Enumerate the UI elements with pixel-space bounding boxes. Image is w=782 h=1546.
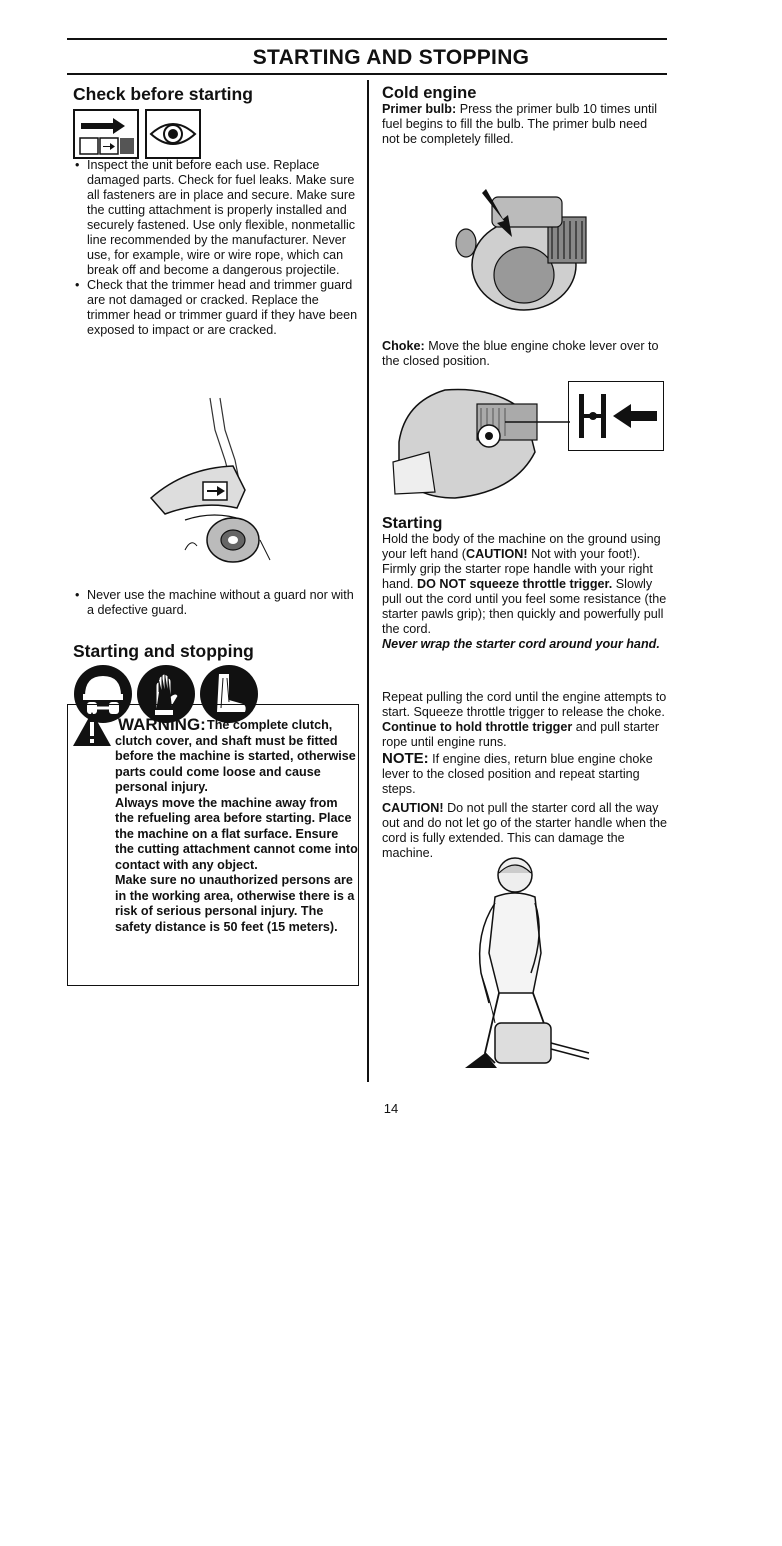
- note-label: NOTE:: [382, 750, 429, 767]
- eye-protection-icon: [145, 109, 201, 159]
- warning-box: [67, 704, 359, 986]
- warning-paragraph: Always move the machine away from the refueling area before starting. Place the machine on a flat surface. Ensure the cutting attachment cannot come into contact with any object.: [115, 795, 358, 872]
- continue-hold: Continue to hold throttle trigger: [382, 720, 573, 734]
- choke-paragraph: [382, 339, 667, 369]
- trimmer-guard-illustration: [145, 390, 275, 582]
- warning-label: WARNING:: [118, 715, 206, 734]
- choke-text: Move the blue engine choke lever over to the closed position.: [382, 339, 659, 368]
- operator-starting-illustration: [455, 853, 590, 1078]
- top-rule: [67, 38, 667, 40]
- repeat-text: Repeat pulling the cord until the engine attempts to start. Squeeze throttle trigger to release the choke.: [382, 690, 667, 719]
- never-wrap-warning: Never wrap the starter cord around your hand.: [382, 637, 660, 651]
- choke-lever-illustration: [385, 382, 570, 502]
- primer-label: Primer bulb:: [382, 102, 457, 116]
- starting-text: Hold the body of the machine on the ground using your left hand (: [382, 532, 661, 561]
- starting-stopping-heading: Starting and stopping: [73, 641, 254, 661]
- check-heading: Check before starting: [73, 84, 253, 104]
- warning-triangle-icon: [72, 711, 112, 747]
- check-list: [73, 158, 363, 338]
- caution-label: CAUTION!: [382, 801, 444, 815]
- starting-text: Slowly pull out the cord until you feel some resistance (the starter pawls grip); then quickly and powerfully pull the cord.: [382, 577, 667, 636]
- page-title: STARTING AND STOPPING: [252, 46, 530, 69]
- page-number: 14: [383, 1101, 399, 1116]
- starting-text: Firmly grip the starter rope handle with your right hand.: [382, 562, 653, 591]
- choke-closed-icon: [569, 382, 663, 450]
- guard-list: [73, 588, 363, 618]
- primer-text: Press the primer bulb 10 times until fuel begins to fill the bulb. The primer bulb need not be completely filled.: [382, 102, 658, 146]
- warning-lead: The complete clutch, clutch cover, and shaft must be fitted before the machine is started, otherwise parts could come loose and cause personal injury.: [115, 718, 356, 794]
- title-rule: [67, 73, 667, 75]
- warning-text: [115, 718, 359, 935]
- do-not-squeeze: DO NOT squeeze throttle trigger.: [417, 577, 613, 591]
- starting-heading: Starting: [382, 515, 443, 532]
- starting-paragraph: [382, 532, 672, 652]
- repeat-text: and pull starter rope until engine runs.: [382, 720, 660, 749]
- primer-bulb-illustration: [452, 187, 592, 317]
- list-item: • Check that the trimmer head and trimmer guard are not damaged or cracked. Replace the trimmer head or trimmer guard if they have been exposed to impact or are cracked.: [73, 278, 363, 338]
- caution-paragraph: [382, 801, 672, 861]
- note-text: If engine dies, return blue engine choke lever to the closed position and repeat starting steps.: [382, 752, 653, 796]
- list-item: • Never use the machine without a guard nor with a defective guard.: [73, 588, 363, 618]
- choke-symbol-box: [568, 381, 664, 451]
- caution-text: Do not pull the starter cord all the way out and do not let go of the starter handle when the cord is fully extended. This can damage the machine.: [382, 801, 667, 860]
- repeat-paragraph: [382, 690, 672, 750]
- primer-paragraph: [382, 102, 667, 147]
- column-divider: [367, 80, 369, 1082]
- note-paragraph: [382, 751, 672, 797]
- read-manual-icon: [73, 109, 139, 159]
- list-item: • Inspect the unit before each use. Replace damaged parts. Check for fuel leaks. Make sure all fasteners are in place and secure. Make sure the cutting attachment is properly installed and securely fastened. Use only flexible, nonmetallic line recommended by the manufacturer. Never use, for example, wire or wire rope, which can break off and become a dangerous projectile.: [73, 158, 363, 278]
- cold-engine-heading: Cold engine: [382, 84, 477, 102]
- warning-paragraph: Make sure no unauthorized persons are in the working area, otherwise there is a risk of serious personal injury. The safety distance is 50 feet (15 meters).: [115, 873, 355, 934]
- choke-label: Choke:: [382, 339, 425, 353]
- caution-inline: CAUTION!: [466, 547, 528, 561]
- starting-text: Not with your foot!).: [531, 547, 641, 561]
